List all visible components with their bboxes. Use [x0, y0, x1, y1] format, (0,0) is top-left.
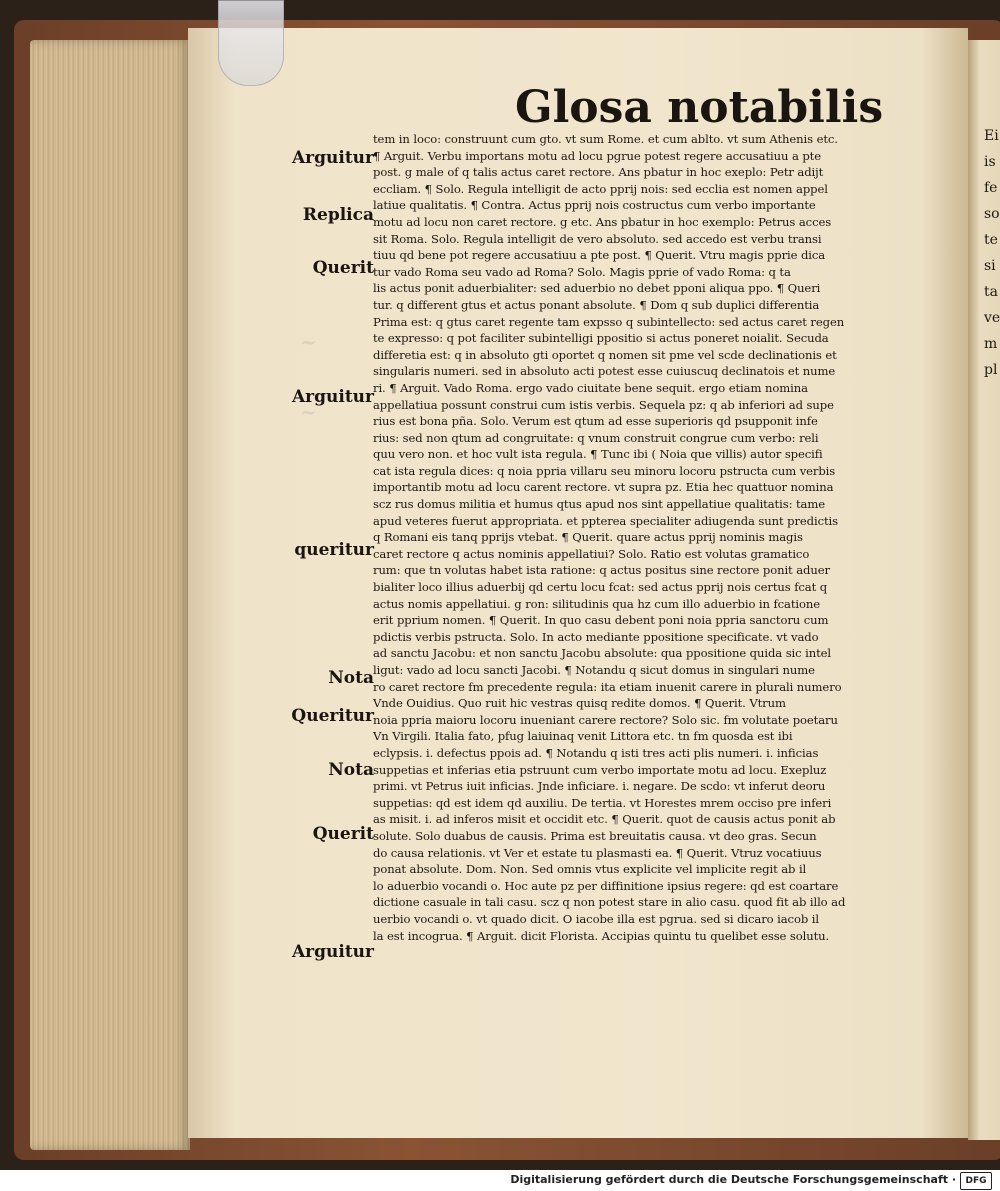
text-line: ponat absolute. Dom. Non. Sed omnis vtus explicite vel implicite regit ab il [373, 862, 807, 877]
text-line: post. g male of q talis actus caret rectore. Ans pbatur in hoc exeplo: Petr adijt [373, 165, 824, 180]
facing-page-fragment: Ei [984, 128, 999, 144]
text-line: motu ad locu non caret rectore. g etc. Ans pbatur in hoc exemplo: Petrus acces [373, 214, 832, 229]
text-line: ¶ Arguit. Verbu importans motu ad locu pgrue potest regere accusatiuu a pte [373, 148, 821, 163]
page-title: Glosa notabilis [515, 82, 884, 133]
text-line: sit Roma. Solo. Regula intelligit de vero absoluto. sed accedo est verbu transi [373, 231, 822, 246]
facing-page-fragment: is [984, 154, 996, 170]
margin-note: Queritur [291, 706, 374, 726]
text-line: singularis numeri. sed in absoluto acti potest esse cuiuscuq declinatois et nume [373, 364, 836, 379]
page-clip [218, 0, 284, 86]
facing-page-fragment: te [984, 232, 998, 248]
text-line: bialiter loco illius aduerbij qd certu locu fcat: sed actus pprij nois certus fcat q [373, 580, 828, 595]
text-line: lo aduerbio vocandi o. Hoc aute pz per diffinitione ipsius regere: qd est coartare [373, 878, 839, 893]
margin-note: Querit [312, 824, 374, 844]
text-line: Vnde Ouidius. Quo ruit hic vestras quisq redite domos. ¶ Querit. Vtrum [373, 696, 786, 711]
text-line: actus nomis appellatiui. g ron: silitudinis qua hz cum illo aduerbio in fcatione [373, 596, 821, 611]
text-line: as misit. i. ad inferos misit et occidit etc. ¶ Querit. quot de causis actus ponit ab [373, 812, 836, 827]
footer-bar [0, 1170, 1000, 1191]
text-line: rius: sed non qtum ad congruitate: q vnum construit congrue cum verbo: reli [373, 430, 819, 445]
text-line: cat ista regula dices: q noia ppria villaru seu minoru locoru pstructa cum verbis [373, 463, 836, 478]
text-line: primi. vt Petrus iuit inficias. Jnde inficiare. i. negare. De scdo: vt inferut deoru [373, 779, 826, 794]
body-text [373, 131, 913, 944]
margin-note: Arguitur [291, 942, 374, 962]
stacked-page-edges [30, 40, 190, 1150]
text-line: eccliam. ¶ Solo. Regula intelligit de acto pprij nois: sed ecclia est nomen appel [373, 181, 828, 196]
margin-note: Nota [328, 760, 374, 780]
margin-note: Querit [312, 258, 374, 278]
text-line: suppetias: qd est idem qd auxiliu. De tertia. vt Horestes mrem occiso pre inferi [373, 795, 832, 810]
text-line: ligut: vado ad locu sancti Jacobi. ¶ Notandu q sicut domus in singulari nume [373, 663, 815, 677]
text-line: apud veteres fuerut appropriata. et ppterea specialiter adiugenda sunt predictis [373, 513, 839, 528]
text-line: tur. q different gtus et actus ponant absolute. ¶ Dom q sub duplici differentia [373, 297, 820, 312]
text-line: Prima est: q gtus caret regente tam expsso q subintellecto: sed actus caret regen [373, 314, 845, 329]
facing-page-fragment: so [984, 206, 1000, 222]
text-line: do causa relationis. vt Ver et estate tu plasmasti ea. ¶ Querit. Vtruz vocatiuus [373, 845, 822, 860]
facing-page-fragment: m [984, 336, 998, 352]
text-line: q Romani eis tanq pprijs vtebat. ¶ Querit. quare actus pprij nominis magis [373, 530, 803, 545]
text-line: ad sanctu Jacobu: et non sanctu Jacobu absolute: qua ppositione quida sic intel [373, 646, 832, 661]
text-line: rum: que tn volutas habet ista ratione: q actus positus sine rectore ponit aduer [373, 563, 830, 578]
text-line: scz rus domus militia et humus qtus apud nos sint appellatiue qualitatis: tame [373, 497, 825, 512]
margin-note: Nota [328, 668, 374, 688]
text-line: Vn Virgili. Italia fato, pfug laiuinaq venit Littora etc. tn fm quosda est ibi [373, 729, 793, 744]
text-line: differetia est: q in absoluto gti oportet q nomen sit pme vel scde declinationis et [373, 347, 837, 362]
text-line: ri. ¶ Arguit. Vado Roma. ergo vado ciuitate bene sequit. ergo etiam nomina [373, 380, 808, 395]
text-line: erit pprium nomen. ¶ Querit. In quo casu debent poni noia ppria sanctoru cum [373, 613, 829, 628]
funding-credit: Digitalisierung gefördert durch die Deutsche Forschungsgemeinschaft · [510, 1173, 956, 1186]
facing-page-fragment: ta [984, 284, 998, 300]
text-line: appellatiua possunt construi cum istis verbis. Sequela pz: q ab inferiori ad supe [373, 397, 834, 412]
text-line: tem in loco: construunt cum gto. vt sum Rome. et cum ablto. vt sum Athenis etc. [373, 132, 838, 146]
text-line: ro caret rectore fm precedente regula: ita etiam inuenit carere in plurali numero [373, 679, 842, 694]
text-line: quu vero non. et hoc vult ista regula. ¶ Tunc ibi ( Noia que villis) autor specifi [373, 447, 823, 462]
facing-page-fragment: ve [984, 310, 1000, 326]
text-line: dictione casuale in tali casu. scz q non potest stare in alio casu. quod fit ab illo ad [373, 895, 846, 910]
bleed-through-mark: ~ [300, 330, 317, 354]
text-line: solute. Solo duabus de causis. Prima est breuitatis causa. vt deo gras. Secun [373, 828, 817, 843]
margin-note: Arguitur [291, 148, 374, 168]
dfg-logo: DFG [960, 1172, 992, 1190]
text-line: noia ppria maioru locoru inueniant carere rectore? Solo sic. fm volutate poetaru [373, 712, 838, 727]
text-line: pdictis verbis pstructa. Solo. In acto mediante ppositione specificate. vt vado [373, 629, 819, 644]
text-line: uerbio vocandi o. vt quado dicit. O iacobe illa est pgrua. sed si dicaro iacob il [373, 911, 819, 926]
text-line: te expresso: q pot faciliter subintelligi ppositio si actus poneret noialit. Secuda [373, 331, 829, 346]
text-line: eclypsis. i. defectus ppois ad. ¶ Notandu q isti tres acti plis numeri. i. inficias [373, 745, 819, 760]
text-line: rius est bona pña. Solo. Verum est qtum ad esse superioris qd psupponit infe [373, 414, 818, 429]
text-line: suppetias et inferias etia pstruunt cum verbo importate motu ad locu. Exepluz [373, 762, 827, 777]
text-line: tur vado Roma seu vado ad Roma? Solo. Magis pprie of vado Roma: q ta [373, 264, 791, 279]
text-line: lis actus ponit aduerbialiter: sed aduerbio no debet pponi aliqua ppo. ¶ Queri [373, 281, 821, 296]
margin-note: Arguitur [291, 387, 374, 407]
text-line: latiue qualitatis. ¶ Contra. Actus pprij nois costructus cum verbo importante [373, 198, 816, 213]
bleed-through-mark: ~ [300, 400, 317, 424]
margin-note: queritur [294, 540, 374, 560]
text-line: tiuu qd bene pot regere accusatiuu a pte post. ¶ Querit. Vtru magis pprie dica [373, 248, 826, 263]
text-line: importantib motu ad locu carent rectore. vt supra pz. Etia hec quattuor nomina [373, 480, 834, 495]
facing-page-fragment: si [984, 258, 996, 274]
text-line: caret rectore q actus nominis appellatiui? Solo. Ratio est volutas gramatico [373, 546, 810, 561]
margin-note: Replica [302, 205, 374, 225]
facing-page-edge [968, 40, 1000, 1140]
facing-page-fragment: pl [984, 362, 998, 378]
text-line: la est incogrua. ¶ Arguit. dicit Florista. Accipias quintu tu quelibet esse solutu. [373, 928, 830, 943]
facing-page-fragment: fe [984, 180, 998, 196]
